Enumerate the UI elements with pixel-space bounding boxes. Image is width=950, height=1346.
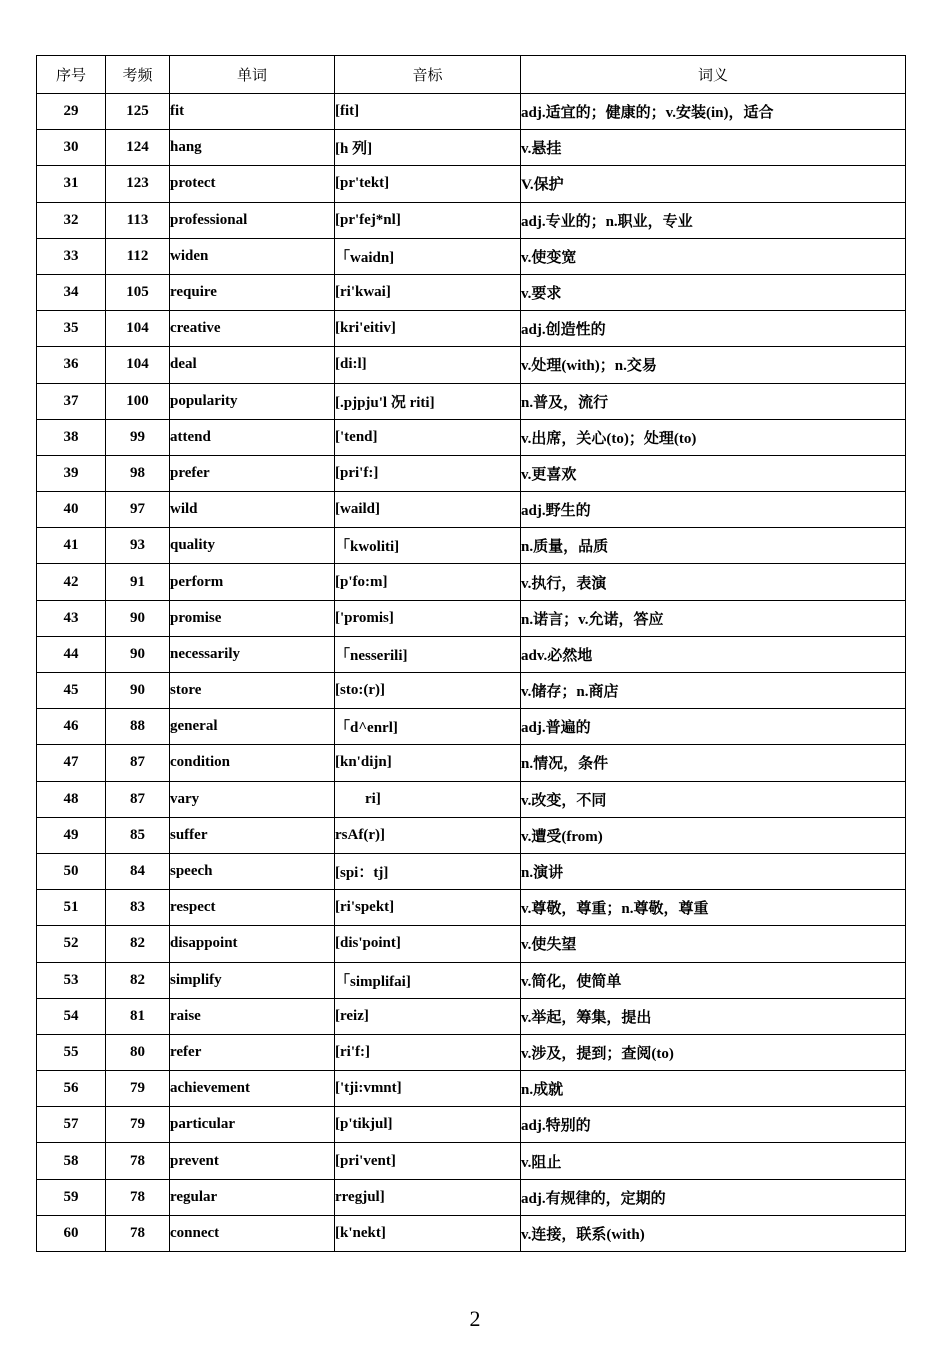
cell-meaning: n.质量，品质: [521, 528, 906, 564]
cell-freq: 93: [106, 528, 170, 564]
table-row: [37, 347, 906, 383]
table-row: [37, 492, 906, 528]
cell-num: 41: [37, 528, 106, 564]
header-freq: 考频: [106, 56, 170, 94]
table-row: [37, 890, 906, 926]
cell-word: deal: [170, 347, 335, 383]
cell-num: 53: [37, 962, 106, 998]
cell-freq: 99: [106, 419, 170, 455]
cell-phonetic: [dis'point]: [335, 926, 521, 962]
page-number: 2: [469, 1306, 481, 1331]
cell-meaning: v.举起，筹集，提出: [521, 998, 906, 1034]
cell-word: widen: [170, 238, 335, 274]
cell-phonetic: [sto:(r)]: [335, 673, 521, 709]
cell-num: 47: [37, 745, 106, 781]
cell-word: creative: [170, 311, 335, 347]
cell-word: prefer: [170, 455, 335, 491]
cell-word: promise: [170, 600, 335, 636]
cell-word: speech: [170, 853, 335, 889]
cell-meaning: adj.普遍的: [521, 709, 906, 745]
cell-freq: 78: [106, 1179, 170, 1215]
table-row: [37, 745, 906, 781]
vocabulary-table: [36, 55, 906, 1252]
cell-meaning: adj.专业的；n.职业，专业: [521, 202, 906, 238]
cell-word: condition: [170, 745, 335, 781]
cell-phonetic: [pr'fej*nl]: [335, 202, 521, 238]
header-meaning: 词义: [521, 56, 906, 94]
cell-meaning: v.悬挂: [521, 130, 906, 166]
cell-freq: 104: [106, 347, 170, 383]
cell-num: 52: [37, 926, 106, 962]
cell-meaning: v.尊敬，尊重；n.尊敬，尊重: [521, 890, 906, 926]
table-body: [37, 94, 906, 1252]
cell-meaning: adj.野生的: [521, 492, 906, 528]
table-row: [37, 600, 906, 636]
table-row: [37, 853, 906, 889]
table-row: [37, 455, 906, 491]
cell-freq: 79: [106, 1107, 170, 1143]
cell-num: 60: [37, 1215, 106, 1251]
cell-meaning: v.改变，不同: [521, 781, 906, 817]
cell-num: 36: [37, 347, 106, 383]
cell-meaning: V.保护: [521, 166, 906, 202]
cell-phonetic: [k'nekt]: [335, 1215, 521, 1251]
cell-phonetic: [ri'kwai]: [335, 274, 521, 310]
cell-word: wild: [170, 492, 335, 528]
table-row: [37, 926, 906, 962]
table-header-row: [37, 56, 906, 94]
cell-phonetic: rregjul]: [335, 1179, 521, 1215]
header-num: 序号: [37, 56, 106, 94]
cell-num: 38: [37, 419, 106, 455]
cell-phonetic: [kri'eitiv]: [335, 311, 521, 347]
cell-phonetic: [ri'spekt]: [335, 890, 521, 926]
cell-freq: 82: [106, 962, 170, 998]
cell-freq: 123: [106, 166, 170, 202]
cell-word: respect: [170, 890, 335, 926]
cell-freq: 112: [106, 238, 170, 274]
cell-phonetic: ['promis]: [335, 600, 521, 636]
table-row: [37, 130, 906, 166]
cell-freq: 82: [106, 926, 170, 962]
cell-word: vary: [170, 781, 335, 817]
cell-word: require: [170, 274, 335, 310]
cell-freq: 87: [106, 781, 170, 817]
cell-freq: 80: [106, 1034, 170, 1070]
table-row: [37, 166, 906, 202]
cell-freq: 78: [106, 1215, 170, 1251]
cell-freq: 91: [106, 564, 170, 600]
table-row: [37, 1215, 906, 1251]
cell-meaning: n.成就: [521, 1071, 906, 1107]
cell-meaning: n.诺言；v.允诺，答应: [521, 600, 906, 636]
cell-phonetic: 「simplifai]: [335, 962, 521, 998]
cell-freq: 81: [106, 998, 170, 1034]
cell-word: necessarily: [170, 636, 335, 672]
cell-word: general: [170, 709, 335, 745]
table-row: [37, 1071, 906, 1107]
cell-meaning: n.情况，条件: [521, 745, 906, 781]
cell-word: protect: [170, 166, 335, 202]
cell-phonetic: [fit]: [335, 94, 521, 130]
cell-freq: 79: [106, 1071, 170, 1107]
cell-num: 46: [37, 709, 106, 745]
table-row: [37, 1107, 906, 1143]
cell-num: 34: [37, 274, 106, 310]
cell-word: simplify: [170, 962, 335, 998]
cell-word: raise: [170, 998, 335, 1034]
cell-meaning: v.使变宽: [521, 238, 906, 274]
cell-phonetic: [pri'f:]: [335, 455, 521, 491]
cell-freq: 105: [106, 274, 170, 310]
table-row: [37, 1034, 906, 1070]
table-row: [37, 383, 906, 419]
cell-meaning: v.遭受(from): [521, 817, 906, 853]
cell-num: 33: [37, 238, 106, 274]
cell-num: 51: [37, 890, 106, 926]
cell-phonetic: ri]: [335, 781, 521, 817]
cell-phonetic: rsAf(r)]: [335, 817, 521, 853]
cell-phonetic: [ri'f:]: [335, 1034, 521, 1070]
cell-meaning: v.出席，关心(to)；处理(to): [521, 419, 906, 455]
table-row: [37, 1143, 906, 1179]
cell-freq: 90: [106, 673, 170, 709]
cell-freq: 97: [106, 492, 170, 528]
cell-num: 55: [37, 1034, 106, 1070]
cell-meaning: adj.适宜的；健康的；v.安装(in)，适合: [521, 94, 906, 130]
cell-freq: 84: [106, 853, 170, 889]
table-row: [37, 1179, 906, 1215]
cell-word: attend: [170, 419, 335, 455]
cell-word: refer: [170, 1034, 335, 1070]
table-row: [37, 781, 906, 817]
cell-freq: 125: [106, 94, 170, 130]
cell-phonetic: [waild]: [335, 492, 521, 528]
cell-meaning: v.简化，使简单: [521, 962, 906, 998]
cell-meaning: v.阻止: [521, 1143, 906, 1179]
cell-num: 35: [37, 311, 106, 347]
cell-phonetic: [kn'dijn]: [335, 745, 521, 781]
cell-phonetic: [pri'vent]: [335, 1143, 521, 1179]
cell-num: 59: [37, 1179, 106, 1215]
cell-word: achievement: [170, 1071, 335, 1107]
cell-freq: 78: [106, 1143, 170, 1179]
cell-phonetic: ['tji:vmnt]: [335, 1071, 521, 1107]
cell-num: 32: [37, 202, 106, 238]
cell-freq: 88: [106, 709, 170, 745]
cell-phonetic: 「kwoliti]: [335, 528, 521, 564]
cell-meaning: v.连接，联系(with): [521, 1215, 906, 1251]
cell-phonetic: [p'tikjul]: [335, 1107, 521, 1143]
cell-freq: 113: [106, 202, 170, 238]
cell-meaning: v.要求: [521, 274, 906, 310]
cell-freq: 100: [106, 383, 170, 419]
cell-meaning: n.演讲: [521, 853, 906, 889]
cell-phonetic: [reiz]: [335, 998, 521, 1034]
cell-phonetic: [p'fo:m]: [335, 564, 521, 600]
table-row: [37, 998, 906, 1034]
cell-meaning: adj.创造性的: [521, 311, 906, 347]
cell-num: 37: [37, 383, 106, 419]
table-row: [37, 636, 906, 672]
cell-phonetic: 「waidn]: [335, 238, 521, 274]
cell-meaning: v.使失望: [521, 926, 906, 962]
cell-num: 49: [37, 817, 106, 853]
cell-meaning: n.普及，流行: [521, 383, 906, 419]
cell-freq: 90: [106, 636, 170, 672]
cell-word: suffer: [170, 817, 335, 853]
cell-meaning: v.执行，表演: [521, 564, 906, 600]
cell-word: hang: [170, 130, 335, 166]
cell-phonetic: ['tend]: [335, 419, 521, 455]
cell-meaning: v.储存；n.商店: [521, 673, 906, 709]
cell-freq: 87: [106, 745, 170, 781]
cell-meaning: v.涉及，提到；查阅(to): [521, 1034, 906, 1070]
cell-freq: 124: [106, 130, 170, 166]
cell-word: professional: [170, 202, 335, 238]
cell-meaning: v.更喜欢: [521, 455, 906, 491]
cell-phonetic: 「nesserili]: [335, 636, 521, 672]
cell-freq: 104: [106, 311, 170, 347]
cell-word: regular: [170, 1179, 335, 1215]
table-row: [37, 419, 906, 455]
cell-freq: 98: [106, 455, 170, 491]
cell-num: 45: [37, 673, 106, 709]
cell-phonetic: [spi：tj]: [335, 853, 521, 889]
cell-num: 29: [37, 94, 106, 130]
cell-phonetic: [pr'tekt]: [335, 166, 521, 202]
cell-phonetic: 「d^enrl]: [335, 709, 521, 745]
table-row: [37, 528, 906, 564]
cell-word: prevent: [170, 1143, 335, 1179]
table-row: [37, 564, 906, 600]
cell-word: popularity: [170, 383, 335, 419]
table-row: [37, 673, 906, 709]
cell-num: 30: [37, 130, 106, 166]
cell-num: 40: [37, 492, 106, 528]
cell-word: disappoint: [170, 926, 335, 962]
cell-num: 56: [37, 1071, 106, 1107]
cell-num: 42: [37, 564, 106, 600]
cell-phonetic: [.pjpju'l 况 riti]: [335, 383, 521, 419]
table-row: [37, 274, 906, 310]
cell-word: quality: [170, 528, 335, 564]
cell-word: store: [170, 673, 335, 709]
cell-word: fit: [170, 94, 335, 130]
cell-meaning: adv.必然地: [521, 636, 906, 672]
cell-meaning: adj.特别的: [521, 1107, 906, 1143]
cell-phonetic: [di:l]: [335, 347, 521, 383]
cell-meaning: adj.有规律的，定期的: [521, 1179, 906, 1215]
cell-meaning: v.处理(with)；n.交易: [521, 347, 906, 383]
header-phonetic: 音标: [335, 56, 521, 94]
cell-freq: 85: [106, 817, 170, 853]
cell-word: perform: [170, 564, 335, 600]
cell-phonetic: [h 列]: [335, 130, 521, 166]
table-row: [37, 238, 906, 274]
cell-num: 57: [37, 1107, 106, 1143]
cell-freq: 83: [106, 890, 170, 926]
table-row: [37, 202, 906, 238]
table-row: [37, 709, 906, 745]
cell-num: 43: [37, 600, 106, 636]
table-row: [37, 311, 906, 347]
cell-num: 54: [37, 998, 106, 1034]
cell-word: connect: [170, 1215, 335, 1251]
cell-num: 50: [37, 853, 106, 889]
cell-num: 58: [37, 1143, 106, 1179]
cell-num: 39: [37, 455, 106, 491]
cell-freq: 90: [106, 600, 170, 636]
header-word: 单词: [170, 56, 335, 94]
cell-num: 48: [37, 781, 106, 817]
cell-num: 44: [37, 636, 106, 672]
cell-num: 31: [37, 166, 106, 202]
table-row: [37, 94, 906, 130]
table-row: [37, 962, 906, 998]
table-row: [37, 817, 906, 853]
cell-word: particular: [170, 1107, 335, 1143]
